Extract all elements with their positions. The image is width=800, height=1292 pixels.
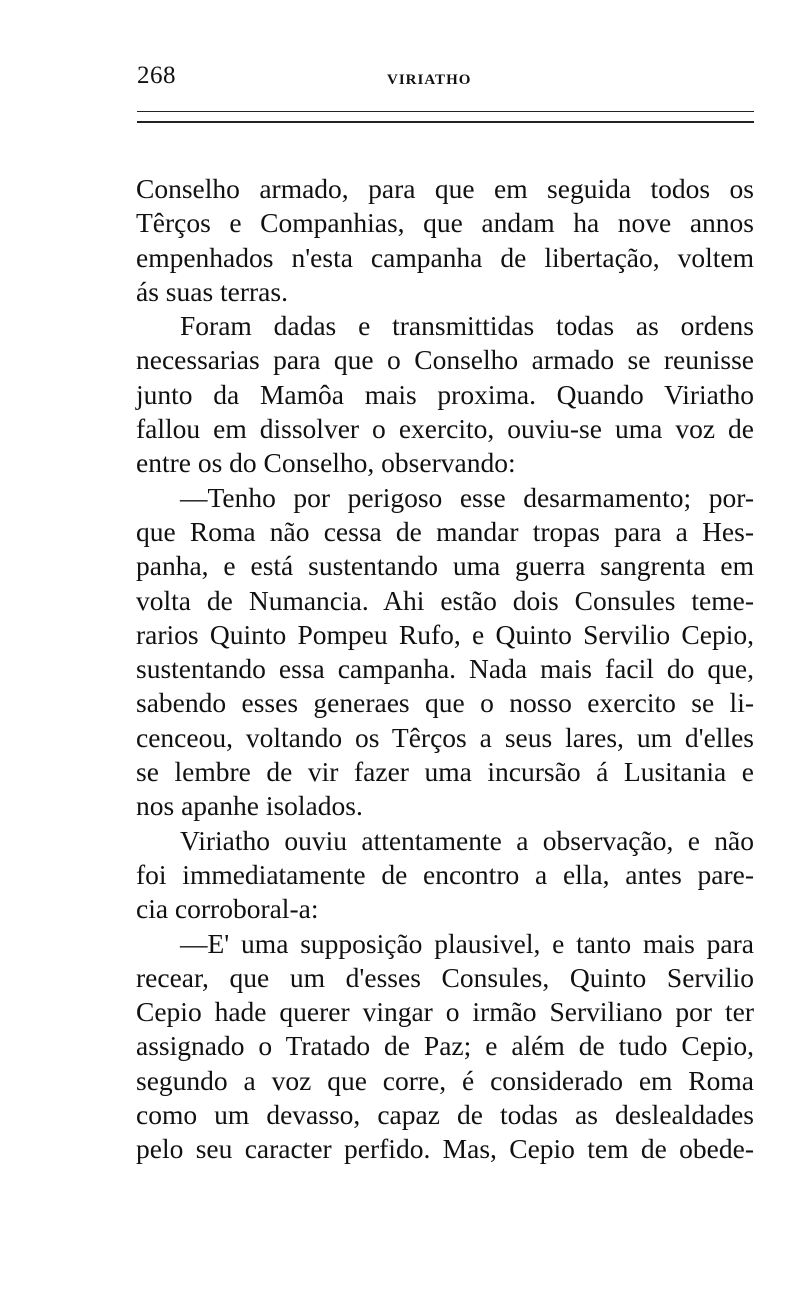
text-line: recear, que um d'esses Consules, Quinto Servilio [136,961,754,993]
text-line: se lembre de vir fazer uma incursão á Lusitania e [136,756,754,788]
text-line: junto da Mamôa mais proxima. Quando Viriatho [136,378,754,410]
page-number: 268 [137,62,176,89]
text-line: pelo seu caracter perfido. Mas, Cepio tem de obede- [136,1133,754,1165]
header-rule-bottom [137,121,754,123]
text-line: segundo a voz que corre, é considerado em Roma [136,1064,754,1096]
text-line: empenhados n'esta campanha de libertação, voltem [136,241,754,273]
text-line: volta de Numancia. Ahi estão dois Consules teme- [136,584,754,616]
text-line: Viriatho ouviu attentamente a observação, e não [180,824,754,856]
text-line: sustentando essa campanha. Nada mais facil do que, [136,653,754,685]
running-title: VIRIATHO [387,72,472,88]
text-line: Têrços e Companhias, que andam ha nove annos [136,207,754,239]
text-line: panha, e está sustentando uma guerra sangrenta em [136,550,754,582]
text-line: rarios Quinto Pompeu Rufo, e Quinto Servilio Cepio, [136,618,754,650]
text-line: sabendo esses generaes que o nosso exercito se li- [136,687,754,719]
text-line: —Tenho por perigoso esse desarmamento; por- [180,481,754,513]
text-line: cia corroboral-a: [136,893,319,925]
text-line: Cepio hade querer vingar o irmão Serviliano por ter [136,996,754,1028]
text-line: ás suas terras. [136,275,288,307]
text-line: —E' uma supposição plausivel, e tanto mais para [180,927,754,959]
text-line: necessarias para que o Conselho armado se reunisse [136,344,754,376]
text-line: foi immediatamente de encontro a ella, antes pare- [136,858,754,890]
text-line: entre os do Conselho, observando: [136,447,516,479]
text-line: como um devasso, capaz de todas as deslealdades [136,1099,754,1131]
text-line: nos apanhe isolados. [136,790,363,822]
text-line: fallou em dissolver o exercito, ouviu-se uma voz de [136,413,754,445]
text-line: cenceou, voltando os Têrços a seus lares, um d'elles [136,721,754,753]
text-line: assignado o Tratado de Paz; e além de tudo Cepio, [136,1030,754,1062]
body-text [136,172,754,1167]
text-line: Conselho armado, para que em seguida todos os [136,173,754,204]
header-rule-top [137,111,754,112]
text-line: que Roma não cessa de mandar tropas para a Hes- [136,515,754,547]
text-line: Foram dadas e transmittidas todas as ordens [180,310,754,342]
